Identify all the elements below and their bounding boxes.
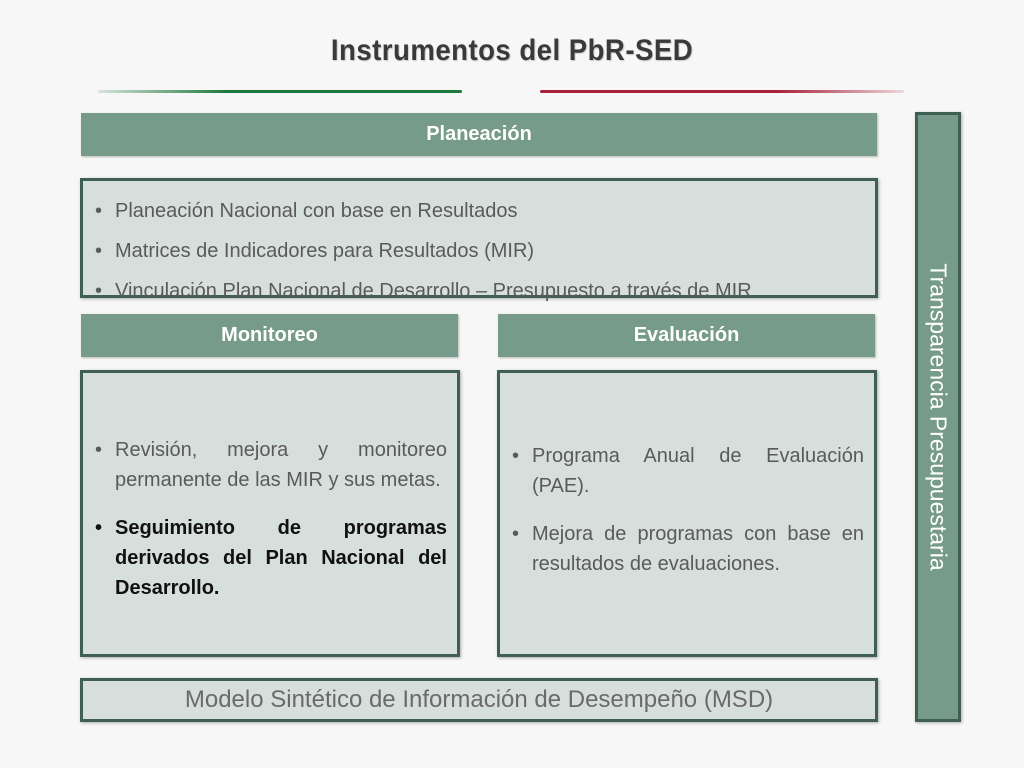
msd-banner: Modelo Sintético de Información de Desempeño (MSD) xyxy=(80,678,878,722)
monitoreo-list xyxy=(83,435,457,603)
red-divider xyxy=(540,90,904,93)
list-item: • Vinculación Plan Nacional de Desarrollo – Presupuesto a través de MIR xyxy=(91,271,875,311)
list-item: • Planeación Nacional con base en Resultados xyxy=(91,191,875,231)
list-item: • Mejora de programas con base en resultados de evaluaciones. xyxy=(508,519,864,579)
transparencia-sidebar xyxy=(915,112,961,722)
list-item: • Matrices de Indicadores para Resultados (MIR) xyxy=(91,231,875,271)
monitoreo-box xyxy=(80,370,460,657)
green-divider xyxy=(98,90,462,93)
evaluacion-header: Evaluación xyxy=(498,314,875,357)
list-item: • Seguimiento de programas derivados del Plan Nacional del Desarrollo. xyxy=(91,513,447,603)
transparencia-label: Transparencia Presupuestaria xyxy=(925,263,952,571)
evaluacion-box xyxy=(497,370,877,657)
slide-title: Instrumentos del PbR-SED xyxy=(330,34,694,67)
planeacion-list xyxy=(83,181,875,311)
evaluacion-list xyxy=(500,441,874,579)
list-item: • Revisión, mejora y monitoreo permanente de las MIR y sus metas. xyxy=(91,435,447,495)
planeacion-box xyxy=(80,178,878,302)
list-item: • Programa Anual de Evaluación (PAE). xyxy=(508,441,864,501)
monitoreo-header: Monitoreo xyxy=(81,314,458,357)
planeacion-header: Planeación xyxy=(81,113,877,156)
